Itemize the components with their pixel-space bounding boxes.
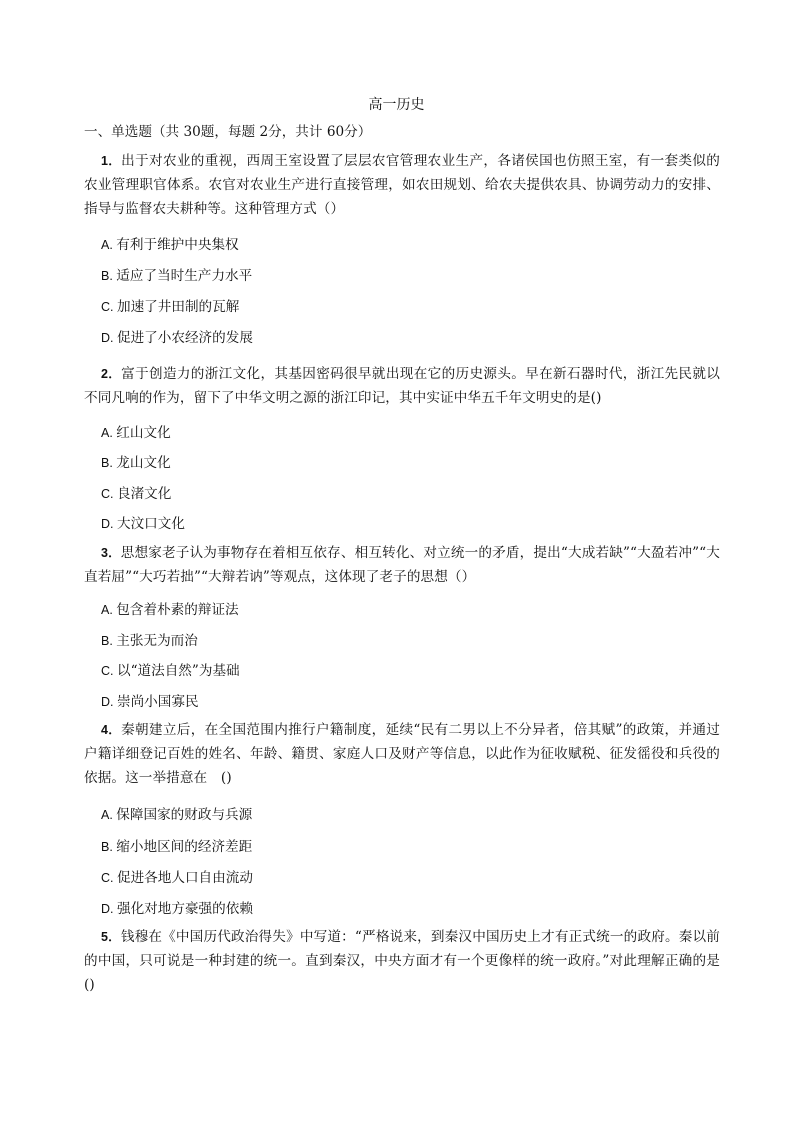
option-item: [101, 297, 239, 317]
option-item: [101, 631, 198, 651]
option-letter: A .: [101, 603, 116, 617]
question-number: 3: [101, 546, 109, 560]
option-text: 以“道法自然”为基础: [116, 663, 240, 679]
question-stem: 5．钱穆在《中国历代政治得失》中写道：“严格说来，到秦汉中国历史上才有正式统一的政府。秦以前的中国，只可说是一种封建的统一。直到秦汉，中央方面才有一个更像样的统一政府。”对此理解正确的是 (): [84, 929, 734, 993]
option-letter: C .: [101, 664, 117, 678]
option-item: [101, 868, 253, 888]
option-item: [101, 514, 185, 534]
option-letter: A .: [101, 808, 116, 822]
option-item: [101, 805, 252, 825]
option-text: 缩小地区间的经济差距: [116, 839, 253, 855]
option-text: 龙山文化: [116, 455, 171, 471]
question-number: 5: [101, 930, 109, 944]
option-item: [101, 899, 253, 919]
option-letter: C .: [101, 487, 117, 501]
question-text: 秦朝建立后，在全国范围内推行户籍制度，延续“民有二男以上不分异者，倍其赋”的政策，并通过户籍详细登记百姓的姓名、年龄、籍贯、家庭人口及财产等信息，以此作为征收赋税、征发徭役和兵役的依据。这一举措意在 (): [84, 722, 721, 786]
option-item: [101, 235, 239, 255]
question-text: 富于创造力的浙江文化，其基因密码很早就出现在它的历史源头。早在新石器时代，浙江先民就以不同凡响的作为，留下了中华文明之源的浙江印记，其中实证中华五千年文明史的是(): [84, 366, 720, 406]
option-text: 保障国家的财政与兵源: [116, 807, 253, 823]
option-text: 良渚文化: [116, 486, 172, 502]
option-item: [101, 837, 252, 857]
question-stem: 3．思想家老子认为事物存在着相互依存、相互转化、对立统一的矛盾，提出“大成若缺”“大盈若冲”“大直若屈”“大巧若拙”“大辩若讷”等观点，这体现了老子的思想（）: [84, 545, 720, 585]
option-text: 有利于维护中央集权: [116, 237, 239, 253]
option-item: [101, 661, 240, 681]
option-letter: A .: [101, 426, 116, 440]
question-stem: 1．出于对农业的重视，西周王室设置了层层农官管理农业生产，各诸侯国也仿照王室，有一套类似的农业管理职官体系。农官对农业生产进行直接管理，如农田规划、给农夫提供农具、协调劳动力的安排、指导与监督农夫耕种等。这种管理方式（）: [84, 153, 720, 217]
option-letter: D .: [101, 695, 117, 709]
option-item: [101, 328, 253, 348]
question-stem: 2．富于创造力的浙江文化，其基因密码很早就出现在它的历史源头。早在新石器时代，浙江先民就以不同凡响的作为，留下了中华文明之源的浙江印记，其中实证中华五千年文明史的是(): [84, 366, 720, 406]
option-letter: B .: [101, 456, 116, 470]
option-letter: A .: [101, 238, 116, 252]
option-item: [101, 484, 171, 504]
option-text: 强化对地方豪强的依赖: [116, 901, 253, 917]
option-letter: C .: [101, 300, 117, 314]
option-letter: B .: [101, 634, 116, 648]
option-item: [101, 692, 199, 712]
section-heading: 一、单选题（共 30题，每题 2分，共计 60分）: [84, 124, 372, 140]
option-item: [101, 453, 171, 473]
question-number: 2: [101, 367, 109, 381]
option-text: 崇尚小国寡民: [116, 694, 199, 710]
question-number: 1: [101, 154, 109, 168]
option-text: 适应了当时生产力水平: [116, 268, 253, 284]
option-text: 加速了井田制的瓦解: [116, 299, 240, 315]
option-text: 红山文化: [116, 425, 171, 441]
option-text: 大汶口文化: [116, 516, 185, 532]
option-text: 包含着朴素的辩证法: [116, 602, 239, 618]
option-text: 促进了小农经济的发展: [116, 330, 253, 346]
question-number: 4: [101, 723, 109, 737]
question-text: 出于对农业的重视，西周王室设置了层层农官管理农业生产，各诸侯国也仿照王室，有一套类似的农业管理职官体系。农官对农业生产进行直接管理，如农田规划、给农夫提供农具、协调劳动力的安排、指导与监督农夫耕种等。这种管理方式（）: [84, 153, 720, 217]
question-text: 思想家老子认为事物存在着相互依存、相互转化、对立统一的矛盾，提出“大成若缺”“大盈若冲”“大直若屈”“大巧若拙”“大辩若讷”等观点，这体现了老子的思想（）: [84, 545, 720, 585]
option-letter: D .: [101, 517, 117, 531]
option-letter: D .: [101, 331, 117, 345]
option-text: 主张无为而治: [116, 633, 198, 649]
option-letter: C .: [101, 871, 117, 885]
page-title: 高一历史: [368, 97, 425, 113]
option-item: [101, 600, 239, 620]
option-item: [101, 423, 171, 443]
option-text: 促进各地人口自由流动: [116, 870, 253, 886]
option-letter: D .: [101, 902, 117, 916]
option-letter: B .: [101, 840, 116, 854]
question-stem: 4．秦朝建立后，在全国范围内推行户籍制度，延续“民有二男以上不分异者，倍其赋”的政策，并通过户籍详细登记百姓的姓名、年龄、籍贯、家庭人口及财产等信息，以此作为征收赋税、征发徭役和兵役的依据。这一举措意在 (): [84, 722, 721, 786]
option-letter: B .: [101, 269, 116, 283]
option-item: [101, 266, 252, 286]
question-text: 钱穆在《中国历代政治得失》中写道：“严格说来，到秦汉中国历史上才有正式统一的政府。秦以前的中国，只可说是一种封建的统一。直到秦汉，中央方面才有一个更像样的统一政府。”对此理解正确的是 (): [84, 929, 734, 993]
